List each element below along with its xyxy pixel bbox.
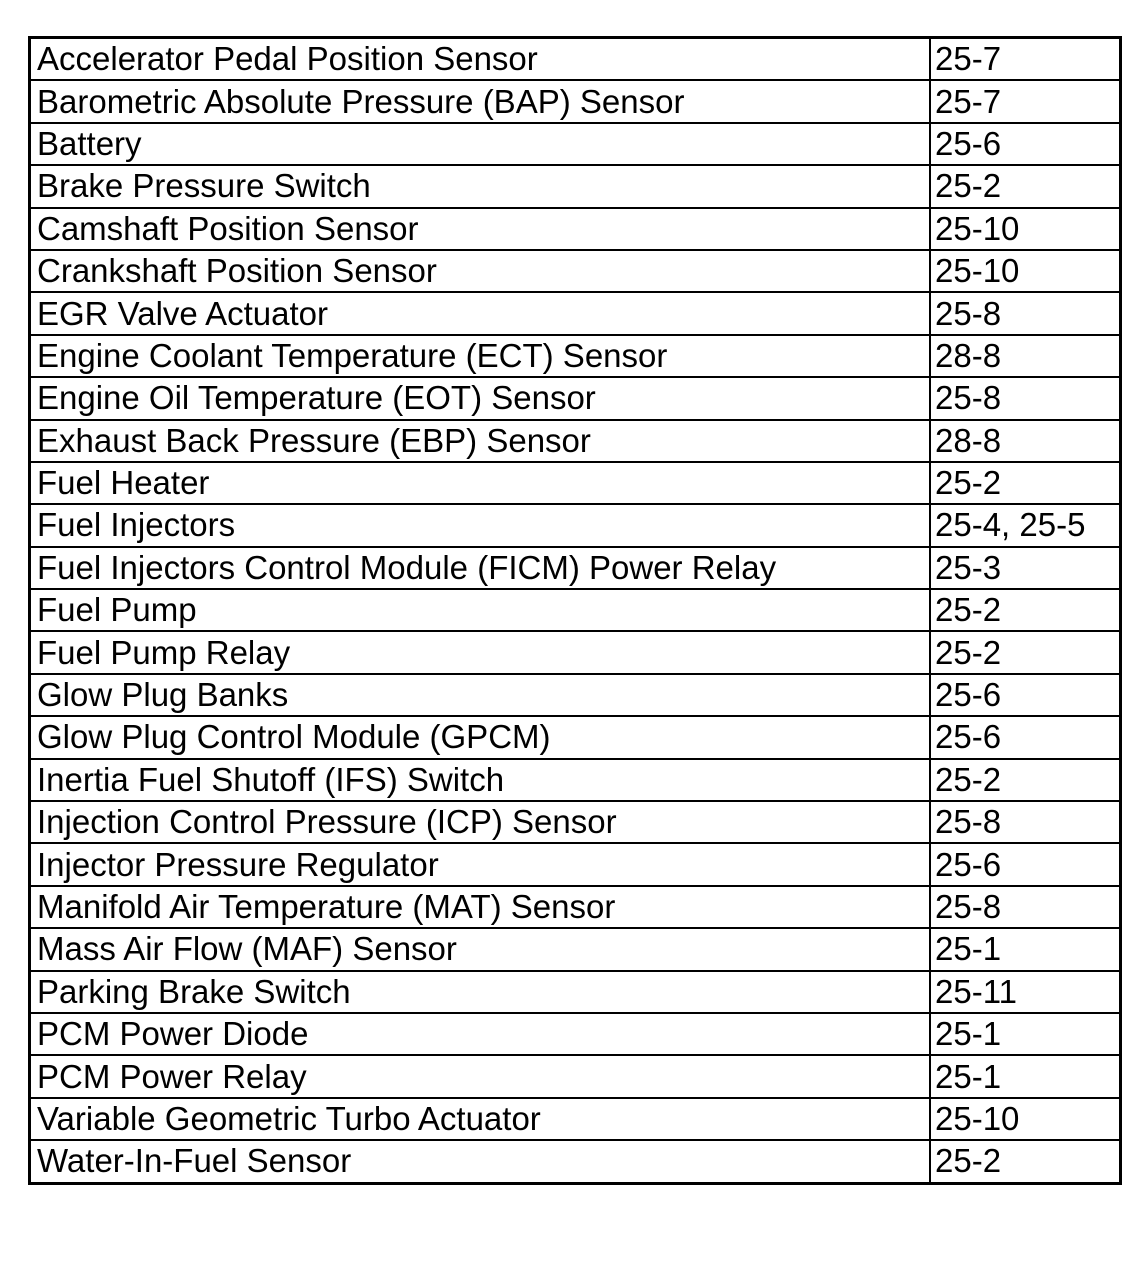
table-row bbox=[30, 759, 1121, 801]
table-row bbox=[30, 928, 1121, 970]
component-name-cell: Inertia Fuel Shutoff (IFS) Switch bbox=[30, 759, 931, 801]
component-name-cell: Engine Oil Temperature (EOT) Sensor bbox=[30, 377, 931, 419]
component-name-cell: Camshaft Position Sensor bbox=[30, 208, 931, 250]
table-row bbox=[30, 1098, 1121, 1140]
table-row bbox=[30, 292, 1121, 334]
table-row bbox=[30, 971, 1121, 1013]
table-row bbox=[30, 843, 1121, 885]
table-row bbox=[30, 589, 1121, 631]
component-name-cell: PCM Power Relay bbox=[30, 1055, 931, 1097]
table-row bbox=[30, 547, 1121, 589]
component-name-cell: PCM Power Diode bbox=[30, 1013, 931, 1055]
component-name-cell: Brake Pressure Switch bbox=[30, 165, 931, 207]
component-name-cell: Engine Coolant Temperature (ECT) Sensor bbox=[30, 335, 931, 377]
component-name-cell: Injector Pressure Regulator bbox=[30, 843, 931, 885]
figure-reference-cell: 25-8 bbox=[930, 377, 1121, 419]
table-row bbox=[30, 377, 1121, 419]
table-row bbox=[30, 80, 1121, 122]
figure-reference-cell: 25-8 bbox=[930, 292, 1121, 334]
component-name-cell: Mass Air Flow (MAF) Sensor bbox=[30, 928, 931, 970]
figure-reference-cell: 25-10 bbox=[930, 250, 1121, 292]
figure-reference-cell: 25-6 bbox=[930, 716, 1121, 758]
figure-reference-cell: 25-2 bbox=[930, 165, 1121, 207]
component-name-cell: Fuel Injectors Control Module (FICM) Power Relay bbox=[30, 547, 931, 589]
figure-reference-cell: 25-2 bbox=[930, 1140, 1121, 1183]
figure-reference-cell: 25-10 bbox=[930, 208, 1121, 250]
component-name-cell: Barometric Absolute Pressure (BAP) Sensor bbox=[30, 80, 931, 122]
component-name-cell: Fuel Injectors bbox=[30, 504, 931, 546]
component-name-cell: Manifold Air Temperature (MAT) Sensor bbox=[30, 886, 931, 928]
table-row bbox=[30, 716, 1121, 758]
component-name-cell: Crankshaft Position Sensor bbox=[30, 250, 931, 292]
table-row bbox=[30, 674, 1121, 716]
figure-reference-cell: 25-1 bbox=[930, 1055, 1121, 1097]
table-row bbox=[30, 165, 1121, 207]
figure-reference-cell: 25-11 bbox=[930, 971, 1121, 1013]
figure-reference-cell: 25-8 bbox=[930, 801, 1121, 843]
figure-reference-cell: 25-2 bbox=[930, 631, 1121, 673]
component-name-cell: Fuel Pump bbox=[30, 589, 931, 631]
table-row bbox=[30, 250, 1121, 292]
component-name-cell: EGR Valve Actuator bbox=[30, 292, 931, 334]
figure-reference-cell: 25-8 bbox=[930, 886, 1121, 928]
figure-reference-cell: 25-2 bbox=[930, 589, 1121, 631]
figure-reference-cell: 28-8 bbox=[930, 420, 1121, 462]
figure-reference-cell: 25-10 bbox=[930, 1098, 1121, 1140]
figure-reference-cell: 25-2 bbox=[930, 462, 1121, 504]
table-row bbox=[30, 335, 1121, 377]
figure-reference-cell: 25-6 bbox=[930, 123, 1121, 165]
table-row bbox=[30, 1140, 1121, 1183]
figure-reference-cell: 25-3 bbox=[930, 547, 1121, 589]
table-row bbox=[30, 801, 1121, 843]
component-location-table bbox=[28, 36, 1122, 1185]
figure-reference-cell: 25-2 bbox=[930, 759, 1121, 801]
component-name-cell: Injection Control Pressure (ICP) Sensor bbox=[30, 801, 931, 843]
figure-reference-cell: 25-6 bbox=[930, 674, 1121, 716]
table-row bbox=[30, 504, 1121, 546]
component-name-cell: Glow Plug Control Module (GPCM) bbox=[30, 716, 931, 758]
component-name-cell: Accelerator Pedal Position Sensor bbox=[30, 38, 931, 81]
figure-reference-cell: 25-4, 25-5 bbox=[930, 504, 1121, 546]
figure-reference-cell: 28-8 bbox=[930, 335, 1121, 377]
table-row bbox=[30, 886, 1121, 928]
table-row bbox=[30, 208, 1121, 250]
component-name-cell: Fuel Pump Relay bbox=[30, 631, 931, 673]
component-name-cell: Parking Brake Switch bbox=[30, 971, 931, 1013]
component-name-cell: Variable Geometric Turbo Actuator bbox=[30, 1098, 931, 1140]
figure-reference-cell: 25-1 bbox=[930, 928, 1121, 970]
table-row bbox=[30, 420, 1121, 462]
component-name-cell: Exhaust Back Pressure (EBP) Sensor bbox=[30, 420, 931, 462]
table-row bbox=[30, 631, 1121, 673]
table-row bbox=[30, 1055, 1121, 1097]
component-name-cell: Glow Plug Banks bbox=[30, 674, 931, 716]
component-name-cell: Water-In-Fuel Sensor bbox=[30, 1140, 931, 1183]
table-row bbox=[30, 38, 1121, 81]
component-name-cell: Fuel Heater bbox=[30, 462, 931, 504]
table-row bbox=[30, 1013, 1121, 1055]
component-name-cell: Battery bbox=[30, 123, 931, 165]
figure-reference-cell: 25-6 bbox=[930, 843, 1121, 885]
figure-reference-cell: 25-1 bbox=[930, 1013, 1121, 1055]
table-row bbox=[30, 123, 1121, 165]
figure-reference-cell: 25-7 bbox=[930, 38, 1121, 81]
table-body bbox=[30, 38, 1121, 1184]
table-row bbox=[30, 462, 1121, 504]
figure-reference-cell: 25-7 bbox=[930, 80, 1121, 122]
